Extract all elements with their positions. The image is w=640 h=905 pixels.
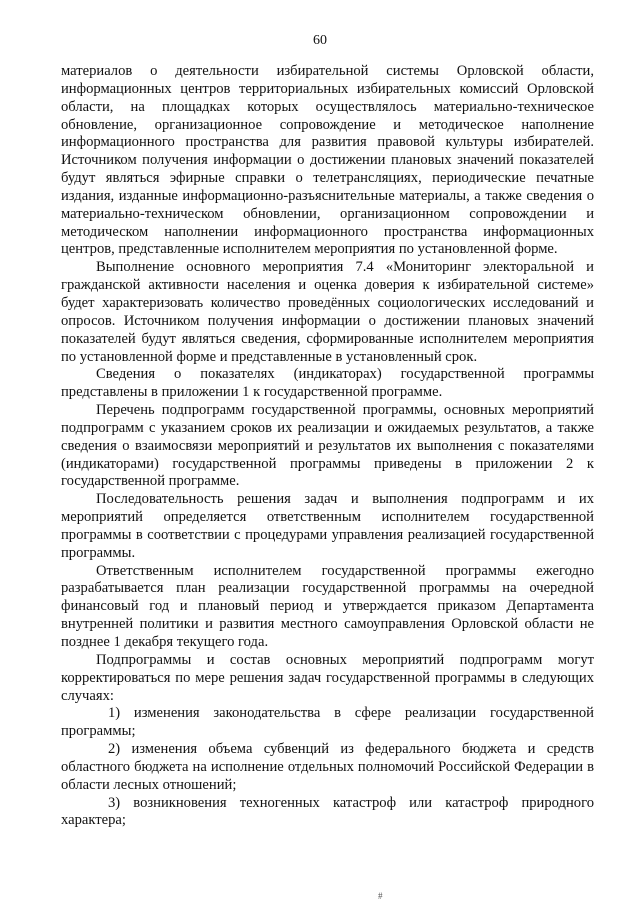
paragraph-continuation: материалов о деятельности избирательной системы Орловской области, информационных центров территориальных избирательных комиссий Орловской области, на площадках которых осуществлялось материально-техническое обновление, организационное сопровождение и методическое наполнение информационного пространства для развития правовой культуры избирателей. Источником получения информации о достижении плановых значений показателей будут являться эфирные справки о телетрансляциях, периодические печатные издания, изданные информационно-разъяснительные материалы, а также сведения о материально-техническом обновлении, организационном сопровождении и методическом наполнении информационного пространства информационных центров, представленные исполнителем мероприятия по установленной форме.: [61, 63, 594, 258]
list-item: 1) изменения законодательства в сфере реализации государственной программы;: [61, 705, 594, 740]
list-item: 2) изменения объема субвенций из федерального бюджета и средств областного бюджета на исполнение отдельных полномочий Российской Федерации в области лесных отношений;: [61, 741, 594, 793]
paragraph-monitoring: Выполнение основного мероприятия 7.4 «Мониторинг электоральной и гражданской активности населения и оценка доверия к избирательной системе» будет характеризовать количество проведённых социологических исследований и опросов. Источником получения информации о достижении плановых значений показателей будут являться сведения, сформированные исполнителем мероприятия по установленной форме и представленные в установленный срок.: [61, 259, 594, 365]
paragraph-indicators: Сведения о показателях (индикаторах) государственной программы представлены в приложении 1 к государственной программе.: [61, 366, 594, 401]
body-text: [61, 63, 594, 830]
page-number: 60: [313, 33, 327, 48]
scan-mark: #: [378, 891, 383, 901]
paragraph-sequence: Последовательность решения задач и выполнения подпрограмм и их мероприятий определяется ответственным исполнителем государственной программы в соответствии с процедурами управления реализацией государственной программы.: [61, 491, 594, 561]
paragraph-subprograms-list: Перечень подпрограмм государственной программы, основных мероприятий подпрограмм с указанием сроков их реализации и ожидаемых результатов, а также сведения о взаимосвязи мероприятий и результатов их выполнения с показателями (индикаторами) государственной программы приведены в приложении 2 к государственной программе.: [61, 402, 594, 490]
list-item: 3) возникновения техногенных катастроф или катастроф природного характера;: [61, 794, 594, 829]
paragraph-corrections: Подпрограммы и состав основных мероприятий подпрограмм могут корректироваться по мере решения задач государственной программы в следующих случаях:: [61, 651, 594, 704]
paragraph-annual-plan: Ответственным исполнителем государственной программы ежегодно разрабатывается план реализации государственной программы на очередной финансовый год и плановый период и утверждается приказом Департамента внутренней политики и развития местного самоуправления Орловской области не позднее 1 декабря текущего года.: [61, 562, 594, 650]
